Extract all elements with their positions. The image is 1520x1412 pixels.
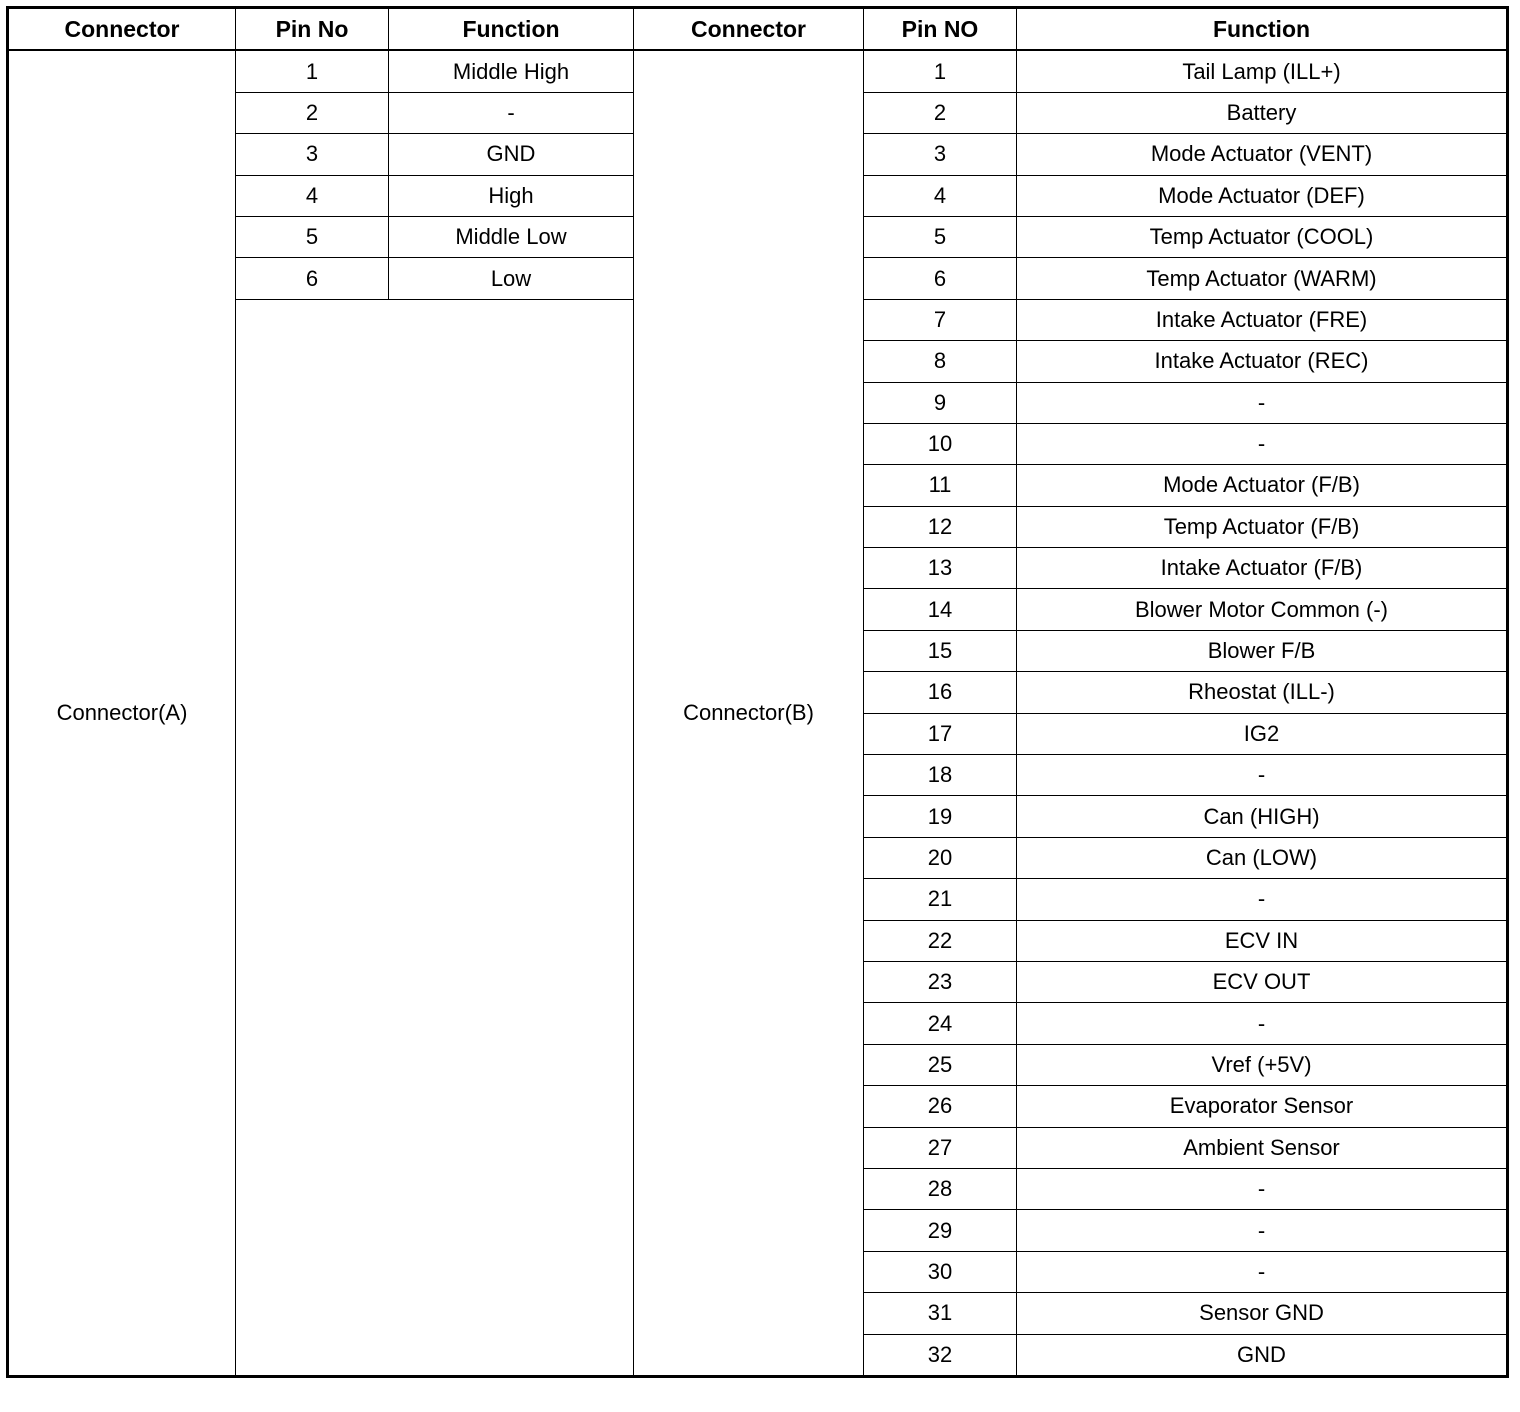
connector-b-pin: 4 (864, 175, 1017, 216)
connector-b-function: - (1017, 755, 1508, 796)
connector-b-pin: 7 (864, 299, 1017, 340)
connector-b-function: Temp Actuator (F/B) (1017, 506, 1508, 547)
connector-b-function: Intake Actuator (REC) (1017, 341, 1508, 382)
connector-b-pin: 24 (864, 1003, 1017, 1044)
connector-b-function: - (1017, 879, 1508, 920)
connector-b-pin: 16 (864, 672, 1017, 713)
connector-b-function: ECV IN (1017, 920, 1508, 961)
connector-b-function: Blower Motor Common (-) (1017, 589, 1508, 630)
connector-a-function: Middle High (389, 50, 634, 92)
connector-b-pin: 20 (864, 837, 1017, 878)
connector-b-function: Mode Actuator (DEF) (1017, 175, 1508, 216)
connector-b-pin: 6 (864, 258, 1017, 299)
connector-b-pin: 3 (864, 134, 1017, 175)
header-function-b: Function (1017, 8, 1508, 51)
connector-b-pin: 22 (864, 920, 1017, 961)
connector-a-name: Connector(A) (8, 50, 236, 1376)
connector-b-function: - (1017, 1210, 1508, 1251)
header-function-a: Function (389, 8, 634, 51)
connector-b-pin: 27 (864, 1127, 1017, 1168)
connector-b-function: - (1017, 1251, 1508, 1292)
connector-b-pin: 18 (864, 755, 1017, 796)
connector-b-pin: 8 (864, 341, 1017, 382)
connector-b-pin: 30 (864, 1251, 1017, 1292)
connector-b-pin: 1 (864, 50, 1017, 92)
connector-b-function: Sensor GND (1017, 1293, 1508, 1334)
connector-a-function: GND (389, 134, 634, 175)
connector-b-pin: 13 (864, 548, 1017, 589)
connector-a-function: Middle Low (389, 216, 634, 257)
connector-b-pin: 9 (864, 382, 1017, 423)
connector-b-pin: 14 (864, 589, 1017, 630)
connector-b-function: ECV OUT (1017, 961, 1508, 1002)
connector-b-function: Mode Actuator (F/B) (1017, 465, 1508, 506)
connector-b-pin: 28 (864, 1168, 1017, 1209)
connector-a-pin: 6 (236, 258, 389, 299)
connector-b-function: Temp Actuator (COOL) (1017, 216, 1508, 257)
connector-b-function: Battery (1017, 92, 1508, 133)
connector-a-pin: 5 (236, 216, 389, 257)
connector-b-pin: 26 (864, 1086, 1017, 1127)
header-row (8, 8, 1508, 51)
connector-b-function: - (1017, 1168, 1508, 1209)
connector-a-pin: 1 (236, 50, 389, 92)
connector-pin-table (6, 6, 1509, 1378)
connector-b-function: GND (1017, 1334, 1508, 1376)
header-connector-a: Connector (8, 8, 236, 51)
connector-b-pin: 15 (864, 630, 1017, 671)
connector-a-pin: 4 (236, 175, 389, 216)
connector-b-function: Intake Actuator (F/B) (1017, 548, 1508, 589)
connector-a-function: High (389, 175, 634, 216)
connector-b-function: Blower F/B (1017, 630, 1508, 671)
connector-b-pin: 12 (864, 506, 1017, 547)
connector-b-function: Evaporator Sensor (1017, 1086, 1508, 1127)
connector-a-pin: 2 (236, 92, 389, 133)
connector-b-pin: 31 (864, 1293, 1017, 1334)
header-connector-b: Connector (634, 8, 864, 51)
connector-b-function: Vref (+5V) (1017, 1044, 1508, 1085)
connector-b-function: - (1017, 382, 1508, 423)
connector-b-function: Rheostat (ILL-) (1017, 672, 1508, 713)
connector-b-pin: 25 (864, 1044, 1017, 1085)
connector-b-pin: 11 (864, 465, 1017, 506)
header-pin-b: Pin NO (864, 8, 1017, 51)
connector-b-name: Connector(B) (634, 50, 864, 1376)
connector-a-function: - (389, 92, 634, 133)
connector-b-pin: 32 (864, 1334, 1017, 1376)
connector-b-pin: 5 (864, 216, 1017, 257)
connector-a-function: Low (389, 258, 634, 299)
connector-b-pin: 29 (864, 1210, 1017, 1251)
table-row (8, 50, 1508, 92)
connector-b-function: Mode Actuator (VENT) (1017, 134, 1508, 175)
connector-b-function: IG2 (1017, 713, 1508, 754)
connector-b-pin: 10 (864, 423, 1017, 464)
connector-b-function: Can (HIGH) (1017, 796, 1508, 837)
connector-b-function: Intake Actuator (FRE) (1017, 299, 1508, 340)
connector-a-pin: 3 (236, 134, 389, 175)
connector-b-pin: 23 (864, 961, 1017, 1002)
connector-b-function: Tail Lamp (ILL+) (1017, 50, 1508, 92)
connector-b-pin: 17 (864, 713, 1017, 754)
connector-b-function: Temp Actuator (WARM) (1017, 258, 1508, 299)
connector-b-function: Ambient Sensor (1017, 1127, 1508, 1168)
connector-b-function: - (1017, 1003, 1508, 1044)
connector-b-function: Can (LOW) (1017, 837, 1508, 878)
connector-b-pin: 2 (864, 92, 1017, 133)
header-pin-a: Pin No (236, 8, 389, 51)
connector-b-pin: 19 (864, 796, 1017, 837)
connector-a-empty-area (236, 299, 634, 1376)
connector-b-function: - (1017, 423, 1508, 464)
connector-b-pin: 21 (864, 879, 1017, 920)
